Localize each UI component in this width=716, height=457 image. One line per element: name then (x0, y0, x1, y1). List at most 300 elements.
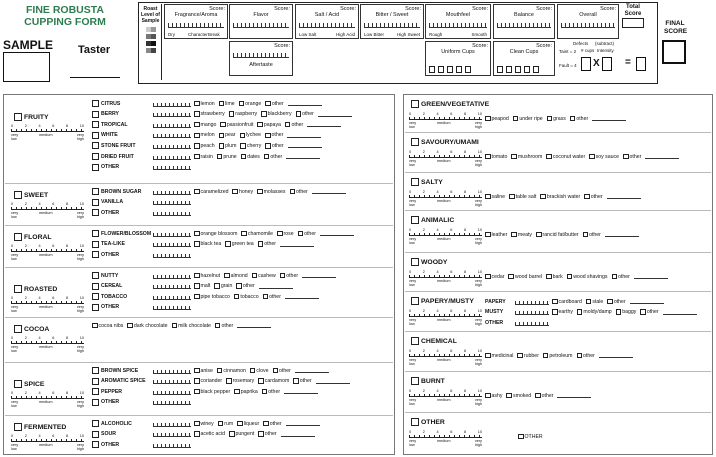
checkbox[interactable] (485, 232, 491, 238)
checkbox[interactable] (225, 241, 231, 247)
checkbox[interactable] (194, 431, 200, 437)
checkbox[interactable] (584, 194, 590, 200)
descriptor-option[interactable] (224, 273, 248, 279)
checkbox[interactable] (290, 189, 296, 195)
category-checkbox[interactable] (411, 100, 419, 108)
descriptor-option[interactable] (263, 421, 281, 427)
descriptor-option[interactable] (547, 116, 566, 122)
descriptor-option[interactable] (546, 274, 563, 280)
category-chemical[interactable]: CHEMICAL (411, 337, 457, 345)
checkbox[interactable] (543, 353, 549, 359)
checkbox[interactable] (508, 274, 514, 280)
subcategory-checkbox[interactable] (92, 241, 99, 248)
category-checkbox[interactable] (14, 423, 22, 431)
descriptor-option[interactable] (567, 274, 608, 280)
descriptor-option[interactable] (194, 189, 228, 195)
checkbox[interactable] (194, 421, 200, 427)
checkbox[interactable] (250, 368, 256, 374)
descriptor-option[interactable] (485, 393, 502, 399)
checkbox[interactable] (194, 101, 200, 107)
descriptor-option[interactable] (225, 241, 253, 247)
descriptor-option[interactable] (239, 101, 262, 107)
descriptor-option[interactable] (623, 154, 641, 160)
descriptor-option[interactable] (280, 273, 298, 279)
descriptor-option[interactable] (540, 194, 580, 200)
category-papery-musty[interactable]: PAPERY/MUSTY (411, 297, 474, 305)
subcategory-checkbox[interactable] (92, 378, 99, 385)
attribute-fragrance-aroma[interactable]: Score: Fragrance/Aroma Dry Character Break (164, 4, 228, 39)
checkbox[interactable] (567, 274, 573, 280)
subcategory-checkbox[interactable] (92, 188, 99, 195)
descriptor-option[interactable] (552, 309, 573, 315)
final-score-box[interactable] (662, 40, 686, 64)
category-checkbox[interactable] (411, 258, 419, 266)
intensity-scale[interactable] (11, 244, 84, 259)
descriptor-option[interactable] (194, 132, 215, 138)
checkbox[interactable] (219, 143, 225, 149)
cup-box[interactable] (429, 66, 435, 73)
subcategory-checkbox[interactable] (92, 399, 99, 406)
checkbox[interactable] (296, 111, 302, 117)
other-write-line[interactable] (645, 154, 679, 159)
checkbox[interactable] (265, 101, 271, 107)
subcategory-checkbox[interactable] (92, 209, 99, 216)
descriptor-option[interactable] (290, 189, 308, 195)
subcategory-checkbox[interactable] (92, 121, 99, 128)
descriptor-option[interactable] (265, 143, 283, 149)
intensity-scale[interactable] (409, 150, 482, 165)
descriptor-option[interactable] (258, 241, 276, 247)
subcategory-checkbox[interactable] (92, 164, 99, 171)
descriptor-option[interactable] (237, 421, 259, 427)
subcategory-checkbox[interactable] (92, 283, 99, 290)
checkbox[interactable] (518, 434, 524, 440)
descriptor-option[interactable] (194, 294, 230, 300)
descriptor-option[interactable] (257, 122, 281, 128)
defect-total-box[interactable] (636, 57, 646, 71)
checkbox[interactable] (236, 283, 242, 289)
category-sweet[interactable]: SWEET (14, 191, 48, 199)
subcategory-checkbox[interactable] (92, 142, 99, 149)
checkbox[interactable] (577, 353, 583, 359)
category-checkbox[interactable] (14, 191, 22, 199)
checkbox[interactable] (536, 232, 542, 238)
category-checkbox[interactable] (411, 297, 419, 305)
descriptor-option[interactable] (285, 122, 303, 128)
attribute-scale[interactable] (561, 21, 615, 28)
other-write-line[interactable] (281, 432, 315, 437)
checkbox[interactable] (298, 231, 304, 237)
checkbox[interactable] (258, 431, 264, 437)
defect-cups-box[interactable] (581, 57, 591, 71)
descriptor-option[interactable] (215, 323, 233, 329)
descriptor-option[interactable] (232, 189, 253, 195)
checkbox[interactable] (232, 189, 238, 195)
descriptor-option[interactable] (218, 421, 233, 427)
descriptor-option[interactable] (194, 283, 210, 289)
descriptor-option[interactable] (263, 294, 281, 300)
cup-box[interactable] (506, 66, 512, 73)
descriptor-option[interactable] (257, 189, 285, 195)
descriptor-option[interactable] (229, 431, 254, 437)
intensity-scale[interactable] (409, 270, 482, 285)
descriptor-option[interactable] (226, 378, 254, 384)
subcategory-scale[interactable] (153, 304, 191, 310)
descriptor-option[interactable] (277, 231, 294, 237)
attribute-scale[interactable] (497, 21, 551, 28)
cup-box[interactable] (465, 66, 471, 73)
checkbox[interactable] (234, 389, 240, 395)
checkbox[interactable] (218, 421, 224, 427)
checkbox[interactable] (535, 393, 541, 399)
descriptor-option[interactable] (262, 389, 280, 395)
checkbox[interactable] (194, 231, 200, 237)
subcategory-checkbox[interactable] (92, 199, 99, 206)
other-write-line[interactable] (630, 299, 664, 304)
category-burnt[interactable]: BURNT (411, 377, 445, 385)
attribute-scale[interactable] (168, 21, 224, 28)
subcategory-checkbox[interactable] (92, 420, 99, 427)
cup-box[interactable] (533, 66, 539, 73)
descriptor-option[interactable] (298, 231, 316, 237)
descriptor-option[interactable] (511, 154, 542, 160)
checkbox[interactable] (485, 116, 491, 122)
descriptor-option[interactable] (517, 353, 539, 359)
descriptor-option[interactable] (589, 154, 619, 160)
descriptor-option[interactable] (234, 294, 259, 300)
subcategory-scale[interactable] (153, 431, 191, 437)
descriptor-option[interactable] (194, 122, 216, 128)
attribute-scale[interactable] (233, 21, 289, 28)
checkbox[interactable] (293, 378, 299, 384)
attribute-bitter-sweet[interactable]: Score: Bitter / Sweet Low Bitter High Sweet (360, 4, 424, 39)
descriptor-option[interactable] (508, 274, 542, 280)
cup-box[interactable] (447, 66, 453, 73)
other-write-line[interactable] (285, 294, 319, 299)
checkbox[interactable] (485, 393, 491, 399)
checkbox[interactable] (234, 294, 240, 300)
descriptor-option[interactable] (241, 231, 273, 237)
other-write-line[interactable] (592, 116, 626, 121)
intensity-scale[interactable] (409, 389, 482, 404)
checkbox[interactable] (265, 143, 271, 149)
subcategory-scale[interactable] (153, 399, 191, 405)
subcategory-scale[interactable] (153, 210, 191, 216)
category-checkbox[interactable] (14, 325, 22, 333)
checkbox[interactable] (215, 323, 221, 329)
checkbox[interactable] (547, 116, 553, 122)
descriptor-option[interactable] (220, 122, 253, 128)
category-spice[interactable]: SPICE (14, 380, 44, 388)
other-write-line[interactable] (605, 232, 639, 237)
other-write-line[interactable] (318, 112, 352, 117)
category-salty[interactable]: SALTY (411, 178, 443, 186)
category-woody[interactable]: WOODY (411, 258, 447, 266)
descriptor-option[interactable] (273, 368, 291, 374)
descriptor-option[interactable] (229, 111, 257, 117)
checkbox[interactable] (194, 111, 200, 117)
descriptor-option[interactable] (127, 323, 167, 329)
descriptor-option[interactable] (583, 232, 601, 238)
intensity-scale[interactable] (11, 434, 84, 449)
roast-swatches[interactable] (140, 27, 161, 55)
other-write-line[interactable] (320, 231, 354, 236)
descriptor-option[interactable] (293, 378, 311, 384)
other-write-line[interactable] (302, 273, 336, 278)
defect-intensity-box[interactable] (602, 57, 612, 71)
attribute-scale[interactable] (429, 21, 487, 28)
intensity-scale[interactable] (11, 296, 84, 311)
subcategory-scale[interactable] (153, 389, 191, 395)
subcategory-scale[interactable] (153, 368, 191, 374)
checkbox[interactable] (258, 378, 264, 384)
descriptor-option[interactable] (194, 378, 222, 384)
attribute-scale[interactable] (233, 51, 289, 58)
checkbox[interactable] (219, 101, 225, 107)
checkbox[interactable] (240, 143, 246, 149)
descriptor-option[interactable] (536, 232, 579, 238)
subcategory-scale[interactable] (515, 309, 549, 315)
descriptor-option[interactable] (258, 378, 289, 384)
descriptor-option[interactable] (194, 273, 220, 279)
descriptor-option[interactable] (92, 323, 123, 329)
subcategory-scale[interactable] (153, 421, 191, 427)
subcategory-checkbox[interactable] (92, 230, 99, 237)
checkbox[interactable] (511, 232, 517, 238)
intensity-scale[interactable] (11, 124, 84, 139)
intensity-scale[interactable] (409, 430, 482, 445)
descriptor-option[interactable] (485, 116, 509, 122)
attribute-flavor[interactable]: Score: Flavor (229, 4, 293, 39)
subcategory-checkbox[interactable] (92, 388, 99, 395)
descriptor-option[interactable] (509, 194, 536, 200)
checkbox[interactable] (194, 143, 200, 149)
descriptor-option[interactable] (552, 299, 582, 305)
checkbox[interactable] (194, 294, 200, 300)
descriptor-option[interactable] (586, 299, 603, 305)
descriptor-option[interactable] (485, 274, 504, 280)
subcategory-scale[interactable] (153, 164, 191, 170)
other-write-line[interactable] (316, 379, 350, 384)
other-write-line[interactable] (663, 310, 697, 315)
checkbox[interactable] (612, 274, 618, 280)
descriptor-option[interactable] (214, 283, 232, 289)
descriptor-option[interactable] (518, 434, 543, 440)
descriptor-option[interactable] (194, 241, 221, 247)
descriptor-option[interactable] (612, 274, 630, 280)
subcategory-checkbox[interactable] (92, 100, 99, 107)
descriptor-option[interactable] (194, 431, 225, 437)
descriptor-option[interactable] (234, 389, 258, 395)
checkbox[interactable] (589, 154, 595, 160)
cup-box[interactable] (515, 66, 521, 73)
checkbox[interactable] (277, 231, 283, 237)
descriptor-option[interactable] (640, 309, 658, 315)
checkbox[interactable] (214, 283, 220, 289)
category-checkbox[interactable] (411, 377, 419, 385)
subcategory-scale[interactable] (153, 132, 191, 138)
descriptor-option[interactable] (506, 393, 531, 399)
other-write-line[interactable] (295, 368, 329, 373)
subcategory-checkbox[interactable] (92, 111, 99, 118)
category-checkbox[interactable] (411, 337, 419, 345)
descriptor-option[interactable] (194, 143, 215, 149)
checkbox[interactable] (616, 309, 622, 315)
checkbox[interactable] (273, 368, 279, 374)
other-write-line[interactable] (288, 101, 322, 106)
subcategory-scale[interactable] (153, 189, 191, 195)
checkbox[interactable] (264, 154, 270, 160)
subcategory-scale[interactable] (515, 299, 549, 305)
descriptor-option[interactable] (194, 368, 213, 374)
checkbox[interactable] (546, 274, 552, 280)
descriptor-option[interactable] (543, 353, 573, 359)
checkbox[interactable] (540, 194, 546, 200)
category-roasted[interactable]: ROASTED (14, 285, 57, 293)
descriptor-option[interactable] (194, 101, 215, 107)
intensity-scale[interactable] (409, 112, 482, 127)
descriptor-option[interactable] (252, 273, 276, 279)
checkbox[interactable] (623, 154, 629, 160)
category-checkbox[interactable] (411, 418, 419, 426)
category-animalic[interactable]: ANIMALIC (411, 216, 454, 224)
other-write-line[interactable] (599, 353, 633, 358)
category-checkbox[interactable] (14, 233, 22, 241)
category-fermented[interactable]: FERMENTED (14, 423, 66, 431)
intensity-scale[interactable] (409, 228, 482, 243)
checkbox[interactable] (485, 194, 491, 200)
other-write-line[interactable] (259, 284, 293, 289)
checkbox[interactable] (252, 273, 258, 279)
cup-box[interactable] (524, 66, 530, 73)
other-write-line[interactable] (286, 421, 320, 426)
checkbox[interactable] (194, 122, 200, 128)
subcategory-scale[interactable] (153, 378, 191, 384)
attribute-mouthfeel[interactable]: Score: Mouthfeel Rough Smooth (425, 4, 491, 39)
other-write-line[interactable] (284, 389, 318, 394)
checkbox[interactable] (640, 309, 646, 315)
other-write-line[interactable] (237, 323, 271, 328)
descriptor-option[interactable] (296, 111, 314, 117)
descriptor-option[interactable] (265, 132, 283, 138)
checkbox[interactable] (226, 378, 232, 384)
checkbox[interactable] (239, 101, 245, 107)
checkbox[interactable] (194, 189, 200, 195)
subcategory-scale[interactable] (153, 294, 191, 300)
checkbox[interactable] (570, 116, 576, 122)
checkbox[interactable] (194, 283, 200, 289)
subcategory-scale[interactable] (153, 231, 191, 237)
attribute-balance[interactable]: Score: Balance (493, 4, 555, 39)
checkbox[interactable] (506, 393, 512, 399)
other-write-line[interactable] (312, 189, 346, 194)
descriptor-option[interactable] (258, 431, 276, 437)
descriptor-option[interactable] (577, 353, 595, 359)
checkbox[interactable] (485, 353, 491, 359)
descriptor-option[interactable] (513, 116, 543, 122)
category-checkbox[interactable] (14, 285, 22, 293)
subcategory-checkbox[interactable] (92, 304, 99, 311)
subcategory-checkbox[interactable] (92, 251, 99, 258)
subcategory-scale[interactable] (153, 241, 191, 247)
descriptor-option[interactable] (217, 154, 237, 160)
subcategory-scale[interactable] (153, 199, 191, 205)
checkbox[interactable] (257, 122, 263, 128)
descriptor-option[interactable] (584, 194, 602, 200)
intensity-scale[interactable] (11, 202, 84, 217)
descriptor-option[interactable] (194, 111, 225, 117)
category-other[interactable]: OTHER (411, 418, 445, 426)
descriptor-option[interactable] (511, 232, 532, 238)
checkbox[interactable] (220, 122, 226, 128)
subcategory-scale[interactable] (153, 442, 191, 448)
checkbox[interactable] (237, 421, 243, 427)
descriptor-option[interactable] (172, 323, 211, 329)
other-write-line[interactable] (607, 194, 641, 199)
checkbox[interactable] (194, 368, 200, 374)
subcategory-checkbox[interactable] (92, 431, 99, 438)
descriptor-option[interactable] (194, 421, 214, 427)
descriptor-option[interactable] (265, 101, 283, 107)
subcategory-scale[interactable] (153, 252, 191, 258)
descriptor-option[interactable] (616, 309, 637, 315)
subcategory-scale[interactable] (153, 273, 191, 279)
subcategory-scale[interactable] (153, 283, 191, 289)
checkbox[interactable] (546, 154, 552, 160)
category-checkbox[interactable] (411, 178, 419, 186)
descriptor-option[interactable] (240, 143, 261, 149)
intensity-scale[interactable] (11, 336, 84, 351)
attribute-salt-acid[interactable]: Score: Salt / Acid Low Salt High Acid (295, 4, 359, 39)
checkbox[interactable] (263, 294, 269, 300)
checkbox[interactable] (241, 154, 247, 160)
checkbox[interactable] (258, 241, 264, 247)
attribute-scale[interactable] (299, 21, 355, 28)
descriptor-option[interactable] (546, 154, 585, 160)
descriptor-option[interactable] (240, 132, 262, 138)
attribute-scale[interactable] (364, 21, 420, 28)
checkbox[interactable] (194, 389, 200, 395)
descriptor-option[interactable] (194, 231, 237, 237)
checkbox[interactable] (217, 368, 223, 374)
descriptor-option[interactable] (535, 393, 553, 399)
subcategory-checkbox[interactable] (92, 132, 99, 139)
checkbox[interactable] (219, 133, 225, 139)
category-checkbox[interactable] (14, 113, 22, 121)
descriptor-option[interactable] (607, 299, 625, 305)
descriptor-option[interactable] (485, 232, 507, 238)
descriptor-option[interactable] (485, 154, 507, 160)
category-savoury-umami[interactable]: SAVOURY/UMAMI (411, 138, 479, 146)
category-checkbox[interactable] (411, 138, 419, 146)
other-write-line[interactable] (280, 242, 314, 247)
category-green-vegetative[interactable]: GREEN/VEGETATIVE (411, 100, 489, 108)
checkbox[interactable] (552, 309, 558, 315)
descriptor-option[interactable] (217, 368, 246, 374)
descriptor-option[interactable] (485, 194, 505, 200)
category-cocoa[interactable]: COCOA (14, 325, 49, 333)
checkbox[interactable] (194, 378, 200, 384)
taster-input-line[interactable] (70, 77, 120, 78)
checkbox[interactable] (513, 116, 519, 122)
checkbox[interactable] (511, 154, 517, 160)
cup-box[interactable] (456, 66, 462, 73)
descriptor-option[interactable] (194, 154, 213, 160)
other-write-line[interactable] (634, 274, 668, 279)
descriptor-option[interactable] (570, 116, 588, 122)
subcategory-scale[interactable] (153, 154, 191, 160)
subcategory-checkbox[interactable] (92, 367, 99, 374)
